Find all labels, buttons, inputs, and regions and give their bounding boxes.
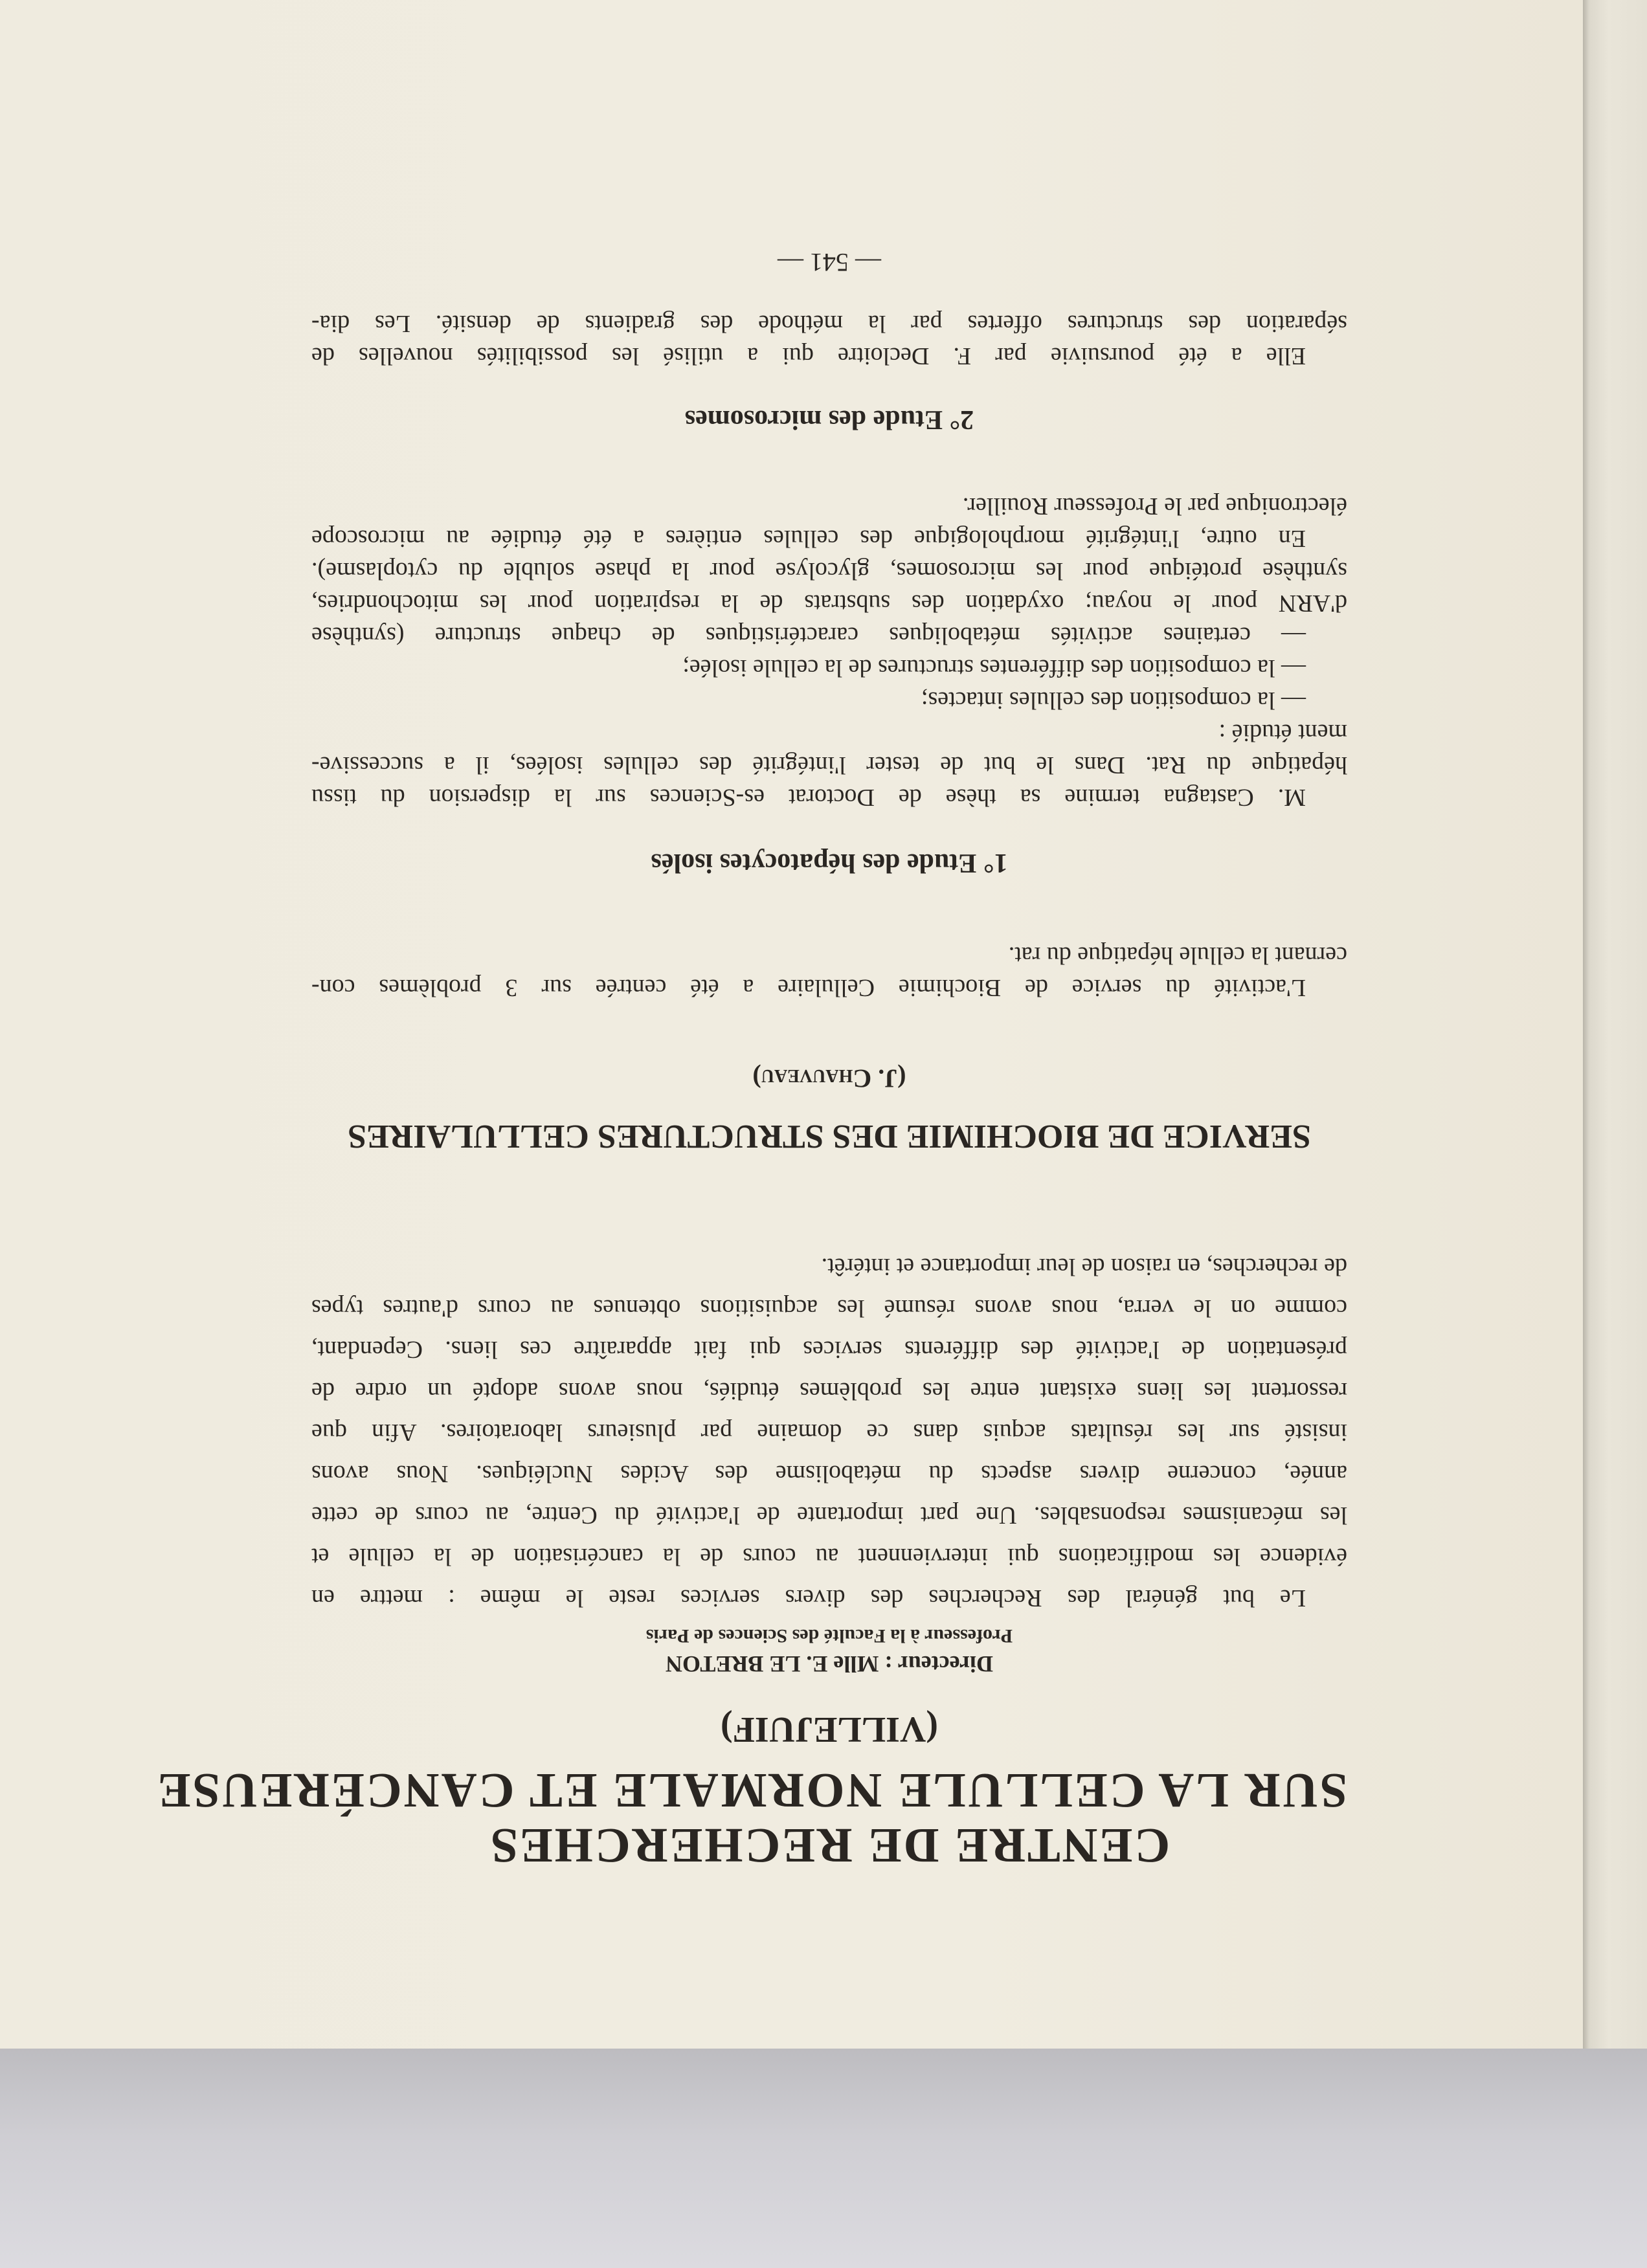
text-line: M. Castagna termine sa thèse de Doctorat es-Sciences sur la dispersion du tissu	[311, 784, 1306, 811]
intro-paragraph	[311, 1246, 1347, 1619]
page-number: — 541 —	[778, 248, 881, 277]
text-line: Le but général des Recherches des divers services reste le même : mettre en	[311, 1584, 1306, 1612]
text-line: électronique par le Professeur Rouiller.	[962, 493, 1347, 520]
service-head-person: (J. Chauveau)	[752, 1064, 906, 1093]
text-line: ressortent les liens existant entre les problèmes étudiés, nous avons adopté un ordre de	[311, 1377, 1347, 1405]
text-line: cernant la cellule hépatique du rat.	[1008, 942, 1347, 969]
text-line: synthèse protéique pour les microsomes, glycolyse pour la phase soluble du cytoplasme).	[311, 557, 1347, 584]
director-affiliation: Professeur à la Faculté des Sciences de Paris	[645, 1625, 1013, 1647]
page-edge-shadow	[1583, 0, 1647, 2049]
text-line: Elle a été poursuivie par F. Decloitre qui a utilisé les possibilités nouvelles de	[311, 342, 1306, 370]
list-item: — la composition des différentes structures de la cellule isolée;	[682, 654, 1306, 682]
title-line-2: SUR LA CELLULE NORMALE ET CANCÉREUSE	[155, 1763, 1347, 1818]
list-item: — la composition des cellules intactes;	[921, 687, 1306, 714]
section-1-heading: 1° Etude des hépatocytes isolés	[651, 848, 1008, 878]
director: Directeur : Mlle E. LE BRETON	[666, 1651, 993, 1677]
text-line: En outre, l'intégrité morphologique des cellules entières a été étudiée au microscope	[311, 525, 1306, 552]
text-line: hépatique du Rat. Dans le but de tester l'intégrité des cellules isolées, il a successive-	[311, 751, 1347, 779]
list-item: — certaines activités métaboliques caractéristiques de chaque structure (synthèse	[311, 622, 1306, 649]
title-line-1: CENTRE DE RECHERCHES	[488, 1818, 1171, 1873]
text-line: ment étudié :	[1218, 719, 1347, 746]
text-line: comme on le verra, nous avons résumé les acquisitions obtenues au cours d'autres types	[311, 1295, 1347, 1322]
scanner-background	[0, 2049, 1647, 2268]
text-line: les mécanismes responsables. Une part importante de l'activité du Centre, au cours de cette	[311, 1502, 1347, 1529]
text-line: année, concerne divers aspects du métabolisme des Acides Nucléiques. Nous avons	[311, 1460, 1347, 1487]
text-line: de recherches, en raison de leur importance et intérêt.	[821, 1253, 1347, 1280]
text-line: L'activité du service de Biochimie Cellulaire a été centrée sur 3 problèmes con-	[311, 974, 1306, 1001]
text-line: insisté sur les résultats acquis dans ce domaine par plusieurs laboratoires. Afin que	[311, 1419, 1347, 1446]
section-1-body	[311, 490, 1347, 814]
service-summary	[311, 939, 1347, 1004]
text-line: présentation de l'activité des différents services qui fait apparaître ces liens. Cependant,	[311, 1336, 1347, 1363]
text-line: évidence les modifications qui interviennent au cours de la cancérisation de la cellule et	[311, 1543, 1347, 1570]
section-2-body	[311, 307, 1347, 372]
text-line: séparation des structures offertes par la méthode des gradients de densité. Les dia-	[311, 310, 1347, 337]
section-2-heading: 2° Etude des microsomes	[684, 405, 974, 434]
text-line: d'ARN pour le noyau; oxydation des substrats de la respiration pour les mitochondries,	[311, 590, 1347, 617]
page-content-rotated	[155, 246, 1347, 1890]
service-heading: SERVICE DE BIOCHIMIE DES STRUCTURES CELLULAIRES	[348, 1118, 1311, 1155]
title-location: (VILLEJUIF)	[720, 1709, 939, 1750]
